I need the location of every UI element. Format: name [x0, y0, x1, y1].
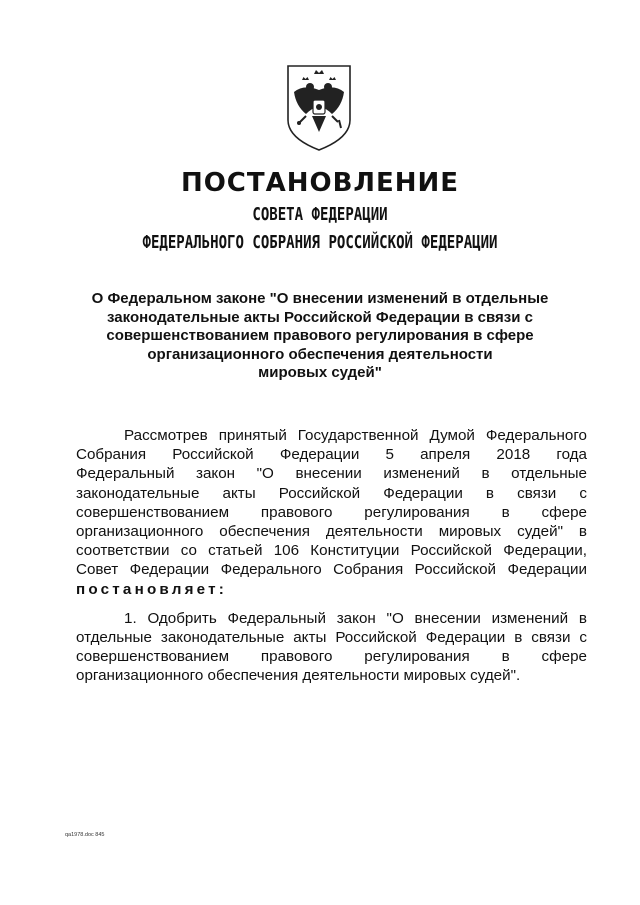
preamble-line: совершенствованием правового регулирования в сфере: [76, 503, 587, 521]
document-title: ПОСТАНОВЛЕНИЕ: [180, 168, 460, 198]
document-subject: [80, 290, 560, 383]
file-footer: qa1978.doc 845: [65, 832, 105, 838]
subject-line: совершенствованием правового регулирования в сфере: [106, 327, 534, 344]
coat-of-arms-icon: [284, 62, 354, 154]
preamble-line: Рассмотрев принятый Государственной Думой Федерального: [124, 427, 587, 444]
item1-line: 1. Одобрить Федеральный закон "О внесении изменений в: [124, 609, 587, 627]
preamble-line: соответствии со статьей 106 Конституции Российской Федерации,: [76, 542, 587, 560]
preamble-line: организационного обеспечения деятельности мировых судей" в: [76, 523, 587, 541]
preamble-line: Федеральный закон "О внесении изменений в отдельные: [76, 465, 587, 483]
document-subtitle-2: ФЕДЕРАЛЬНОГО СОБРАНИЯ РОССИЙСКОЙ ФЕДЕРАЦИИ: [142, 232, 498, 253]
item1-line: совершенствованием правового регулирования в сфере: [76, 648, 587, 666]
item1-line: организационного обеспечения деятельности мировых судей".: [76, 667, 521, 685]
item1-line: отдельные законодательные акты Российской Федерации в связи с: [76, 629, 587, 647]
preamble-line: Совет Федерации Федерального Собрания Российской Федерации: [76, 561, 587, 579]
subject-line: О Федеральном законе "О внесении изменений в отдельные: [91, 290, 549, 307]
resolves-word: постановляет:: [76, 580, 228, 598]
subject-line: мировых судей": [258, 364, 382, 381]
subject-line: организационного обеспечения деятельности: [147, 345, 493, 363]
preamble-line: законодательные акты Российской Федерации в связи с: [76, 484, 587, 502]
document-subtitle-1: СОВЕТА ФЕДЕРАЦИИ: [252, 204, 388, 225]
document-body: [76, 426, 587, 686]
preamble-line: Собрания Российской Федерации 5 апреля 2018 года: [76, 446, 587, 464]
subject-line: законодательные акты Российской Федерации в связи с: [107, 308, 533, 326]
